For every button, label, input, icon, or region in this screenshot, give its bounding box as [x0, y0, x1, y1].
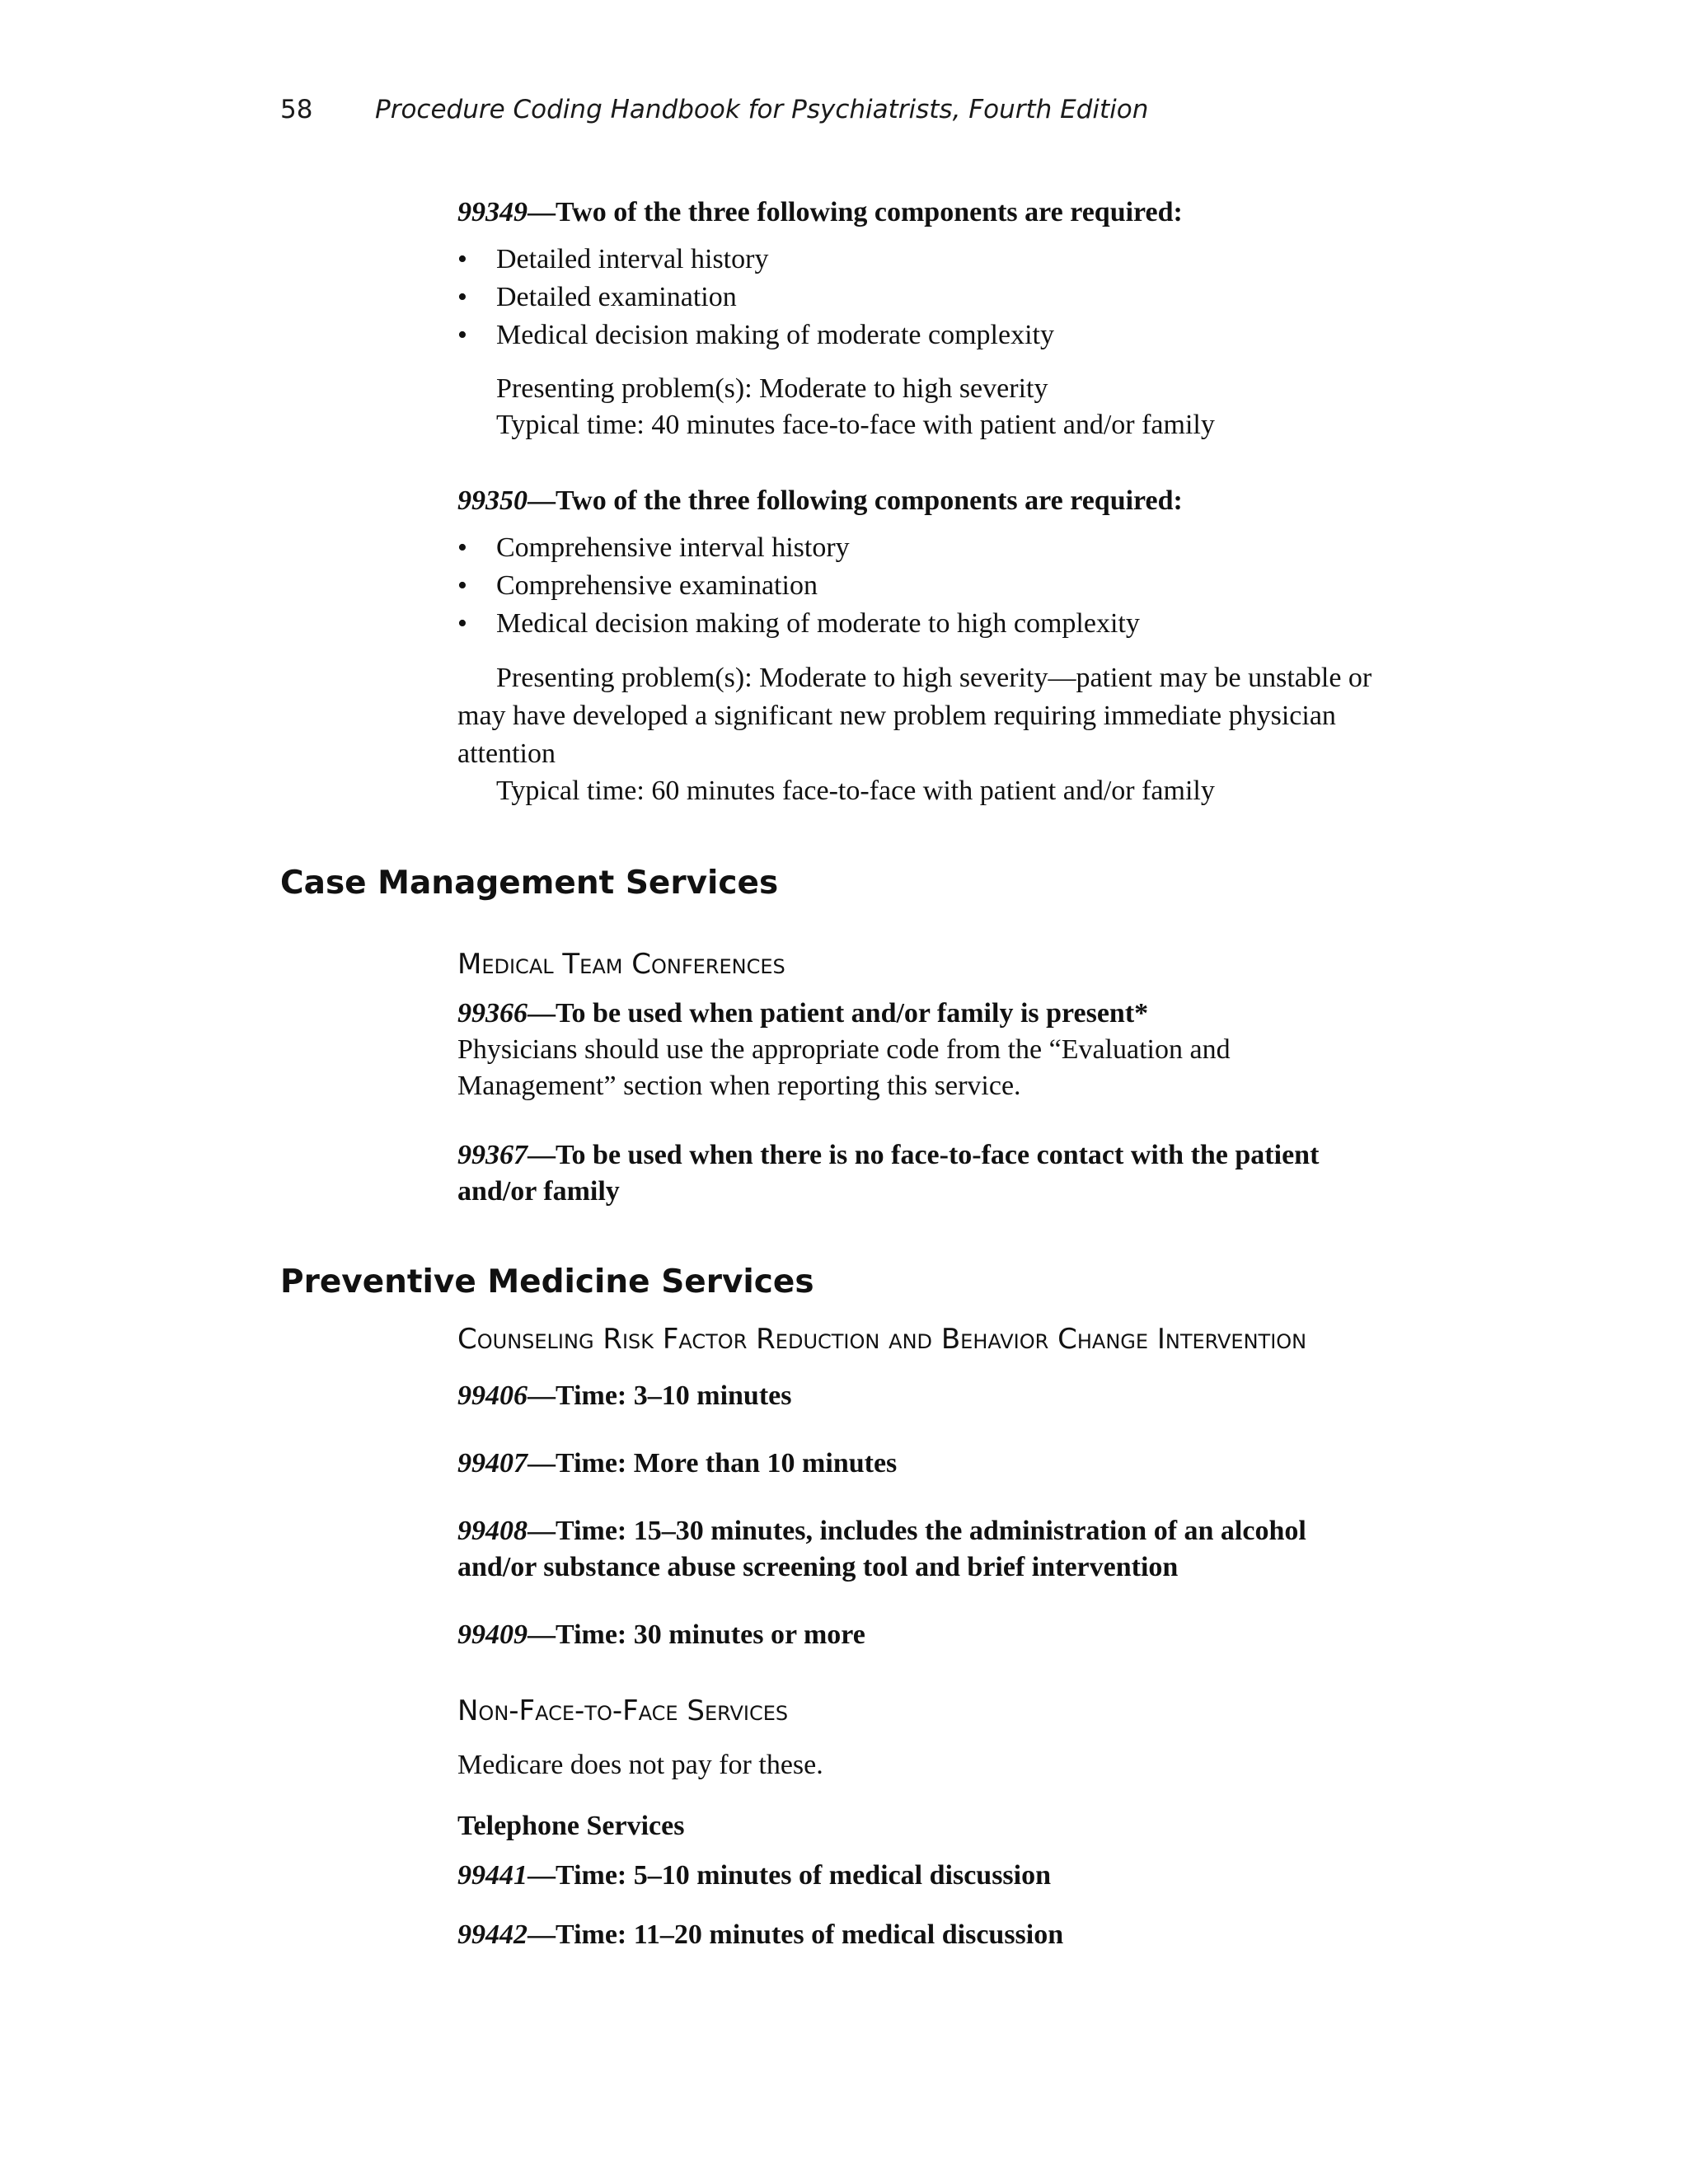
code-heading — [457, 1137, 1389, 1210]
code-number: 99367 — [457, 1140, 528, 1170]
code-heading-text: —Time: 15–30 minutes, includes the administration of an alcohol and/or substance abuse screening tool and brief intervention — [457, 1516, 1306, 1582]
code-block-99349 — [457, 194, 1389, 443]
running-header — [280, 95, 1434, 124]
code-number: 99408 — [457, 1516, 528, 1546]
code-number: 99366 — [457, 998, 528, 1029]
code-heading-text: —To be used when there is no face-to-face contact with the patient and/or family — [457, 1140, 1320, 1207]
code-heading — [457, 1917, 1389, 1953]
list-item: • Medical decision making of moderate complexity — [457, 316, 1389, 354]
code-note: Physicians should use the appropriate code from the “Evaluation and Management” section when reporting this service. — [457, 1034, 1231, 1101]
presenting-problem: Presenting problem(s): Moderate to high severity—patient may be unstable or may have developed a significant new problem requiring immediate physician attention — [457, 663, 1372, 769]
code-number: 99441 — [457, 1860, 528, 1891]
code-heading-text: —To be used when patient and/or family is present* — [528, 998, 1149, 1029]
code-heading-text: —Two of the three following components are required: — [528, 197, 1183, 227]
code-heading-text: —Time: 11–20 minutes of medical discussion — [528, 1919, 1064, 1950]
list-item: • Detailed interval history — [457, 241, 1389, 279]
code-heading — [457, 1617, 1389, 1653]
telephone-services-heading: Telephone Services — [457, 1811, 685, 1841]
code-heading — [457, 1513, 1389, 1586]
medical-team-conferences — [457, 944, 1389, 1210]
medicare-note: Medicare does not pay for these. — [457, 1750, 823, 1780]
code-heading — [457, 1446, 1389, 1482]
code-number: 99442 — [457, 1919, 528, 1950]
component-list — [457, 241, 1389, 354]
subsection-heading: Medical Team Conferences — [457, 948, 785, 981]
code-number: 99350 — [457, 485, 528, 516]
code-number: 99407 — [457, 1448, 528, 1479]
subsection-heading: Non-Face-to-Face Services — [457, 1694, 789, 1727]
list-item: • Medical decision making of moderate to high complexity — [457, 605, 1389, 643]
code-heading — [457, 996, 1389, 1032]
book-title: Procedure Coding Handbook for Psychiatrists, Fourth Edition — [375, 95, 1149, 124]
code-block-99350 — [457, 483, 1389, 809]
subsection-heading: Counseling Risk Factor Reduction and Behavior Change Intervention — [457, 1323, 1307, 1356]
page-number: 58 — [280, 95, 313, 124]
presenting-problem: Presenting problem(s): Moderate to high severity — [496, 373, 1048, 404]
typical-time: Typical time: 60 minutes face-to-face with patient and/or family — [496, 776, 1215, 806]
typical-time: Typical time: 40 minutes face-to-face with patient and/or family — [496, 410, 1215, 440]
counseling-section — [457, 1319, 1389, 1953]
component-list — [457, 529, 1389, 643]
code-heading-text: —Time: 3–10 minutes — [528, 1380, 792, 1411]
code-heading-text: —Time: 30 minutes or more — [528, 1619, 865, 1650]
code-heading — [457, 1378, 1389, 1414]
section-heading-case-management: Case Management Services — [280, 865, 779, 902]
code-heading — [457, 194, 1389, 231]
list-item: • Detailed examination — [457, 279, 1389, 316]
list-item: • Comprehensive interval history — [457, 529, 1389, 567]
code-heading-text: —Time: 5–10 minutes of medical discussion — [528, 1860, 1052, 1891]
code-heading — [457, 483, 1389, 519]
code-heading — [457, 1858, 1389, 1894]
code-number: 99409 — [457, 1619, 528, 1650]
section-heading-preventive-medicine: Preventive Medicine Services — [280, 1263, 814, 1301]
code-heading-text: —Two of the three following components are required: — [528, 485, 1183, 516]
code-heading-text: —Time: More than 10 minutes — [528, 1448, 898, 1479]
code-number: 99406 — [457, 1380, 528, 1411]
code-number: 99349 — [457, 197, 528, 227]
list-item: • Comprehensive examination — [457, 567, 1389, 605]
